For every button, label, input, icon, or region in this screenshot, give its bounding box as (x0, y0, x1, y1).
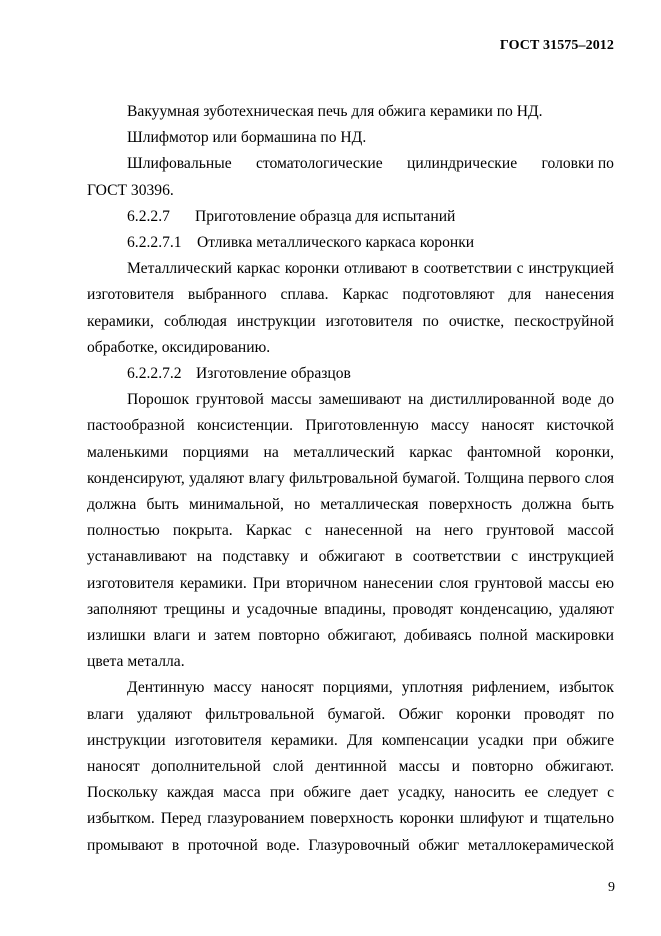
paragraph-dentin-mass: Дентинную массу наносят порциями, уплотняя рифлением, избыток влаги удаляют фильтровальной бумагой. Обжиг коронки проводят по инструкции изготовителя керамики. Для компенсации усадки при обжиге наносят дополнительной слой дентинной массы и повторно обжигают. Поскольку каждая масса при обжиге дает усадку, наносить ее следует с избытком. Перед глазурованием поверхность коронки шлифуют и тщательно промывают в проточной воде. Глазуровочный обжиг металлокерамической (87, 679, 614, 854)
document-body (87, 99, 614, 859)
section-title: Приготовление образца для испытаний (195, 207, 456, 225)
equipment-item-furnace: Вакуумная зуботехническая печь для обжига керамики по НД. (127, 103, 543, 120)
section-title: Изготовление образцов (196, 365, 351, 383)
section-heading-6-2-2-7 (87, 204, 614, 230)
standard-code-header: ГОСТ 31575–2012 (499, 38, 614, 53)
section-number: 6.2.2.7.2 (127, 365, 182, 383)
section-number: 6.2.2.7 (127, 207, 170, 225)
equipment-item-grinder: Шлифмотор или бормашина по НД. (127, 129, 367, 147)
burs-word: цилиндрические (407, 155, 518, 173)
burs-word: головки по (541, 155, 614, 173)
paragraph-ground-mass: Порошок грунтовой массы замешивают на дистиллированной воде до пастообразной консистенции. Приготовленную массу наносят кисточкой маленькими порциями на металлический каркас фантомной коронки, конденсируют, удаляют влагу фильтровальной бумагой. Толщина первого слоя должна быть минимальной, но металлическая поверхность должна быть полностью покрыта. Каркас с нанесенной на него грунтовой массой устанавливают на подставку и обжигают в соответствии с инструкцией изготовителя керамики. При вторичном нанесении слоя грунтовой массы ею заполняют трещины и усадочные впадины, проводят конденсацию, удаляют излишки влаги и затем повторно обжигают, добиваясь полной маскировки цвета металла. (87, 391, 614, 671)
section-title: Отливка металлического каркаса коронки (197, 234, 475, 252)
equipment-item-burs-end: ГОСТ 30396. (87, 181, 174, 199)
page-number: 9 (608, 880, 615, 895)
burs-word: стоматологические (255, 155, 383, 173)
equipment-item-burs (87, 151, 614, 177)
section-number: 6.2.2.7.1 (127, 234, 182, 252)
paragraph-casting: Металлический каркас коронки отливают в соответствии с инструкцией изготовителя выбранного сплава. Каркас подготовляют для нанесения керамики, соблюдая инструкции изготовителя по очистке, пескоструйной обработке, оксидированию. (87, 260, 614, 356)
section-heading-6-2-2-7-1 (87, 230, 614, 256)
section-heading-6-2-2-7-2 (87, 361, 614, 387)
burs-word: Шлифовальные (127, 155, 232, 173)
